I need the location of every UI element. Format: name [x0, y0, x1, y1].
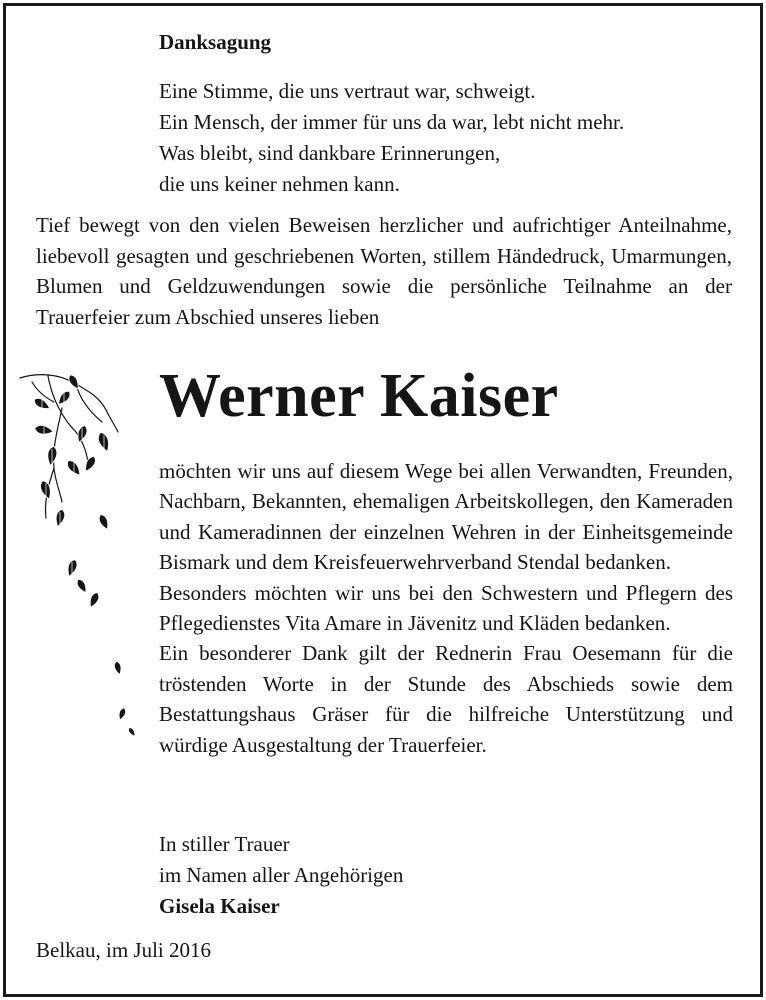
thanks-paragraph: Ein besonderer Dank gilt der Rednerin Frau Oesemann für die tröstenden Worte in der Stunde des Abschieds sowie dem Bestattungshaus Gräser für die hilfreiche Unterstützung und würdige Ausgestaltung der Trauerfeier. — [159, 641, 733, 757]
poem-line: Eine Stimme, die uns vertraut war, schweigt. — [159, 79, 536, 103]
closing-line: im Namen aller Angehörigen — [159, 863, 404, 887]
thanks-paragraph: möchten wir uns auf diesem Wege bei allen Verwandten, Freunden, Nachbarn, Bekannten, ehemaligen Arbeitskollegen, den Kameraden und Kameradinnen der einzelnen Wehren in der Einheitsgemeinde Bismark und dem Kreisfeuerwehrverband Stendal bedanken. — [159, 459, 733, 575]
poem-line: die uns keiner nehmen kann. — [159, 172, 400, 196]
signer-name: Gisela Kaiser — [159, 894, 280, 918]
thanks-paragraph: Besonders möchten wir uns bei den Schwestern und Pflegern des Pflegedienstes Vita Amare in Jävenitz und Kläden bedanken. — [159, 580, 733, 636]
closing-block — [159, 829, 403, 922]
notice-heading: Danksagung — [159, 30, 272, 54]
memorial-poem — [159, 76, 624, 200]
closing-line: In stiller Trauer — [159, 832, 290, 856]
intro-paragraph: Tief bewegt von den vielen Beweisen herzlicher und aufrichtiger Anteilnahme, liebevoll gesagten und geschriebenen Worten, stillem Händedruck, Umarmungen, Blumen und Geldzuwendungen sowie die persönliche Teilnahme an der Trauerfeier zum Abschied unseres lieben — [36, 213, 732, 329]
birch-branch-leaves-icon — [18, 368, 143, 748]
place-and-date: Belkau, im Juli 2016 — [36, 938, 211, 962]
poem-line: Ein Mensch, der immer für uns da war, lebt nicht mehr. — [159, 110, 625, 134]
poem-line: Was bleibt, sind dankbare Erinnerungen, — [159, 141, 501, 165]
thanks-text — [159, 456, 733, 760]
deceased-name: Werner Kaiser — [159, 362, 559, 430]
